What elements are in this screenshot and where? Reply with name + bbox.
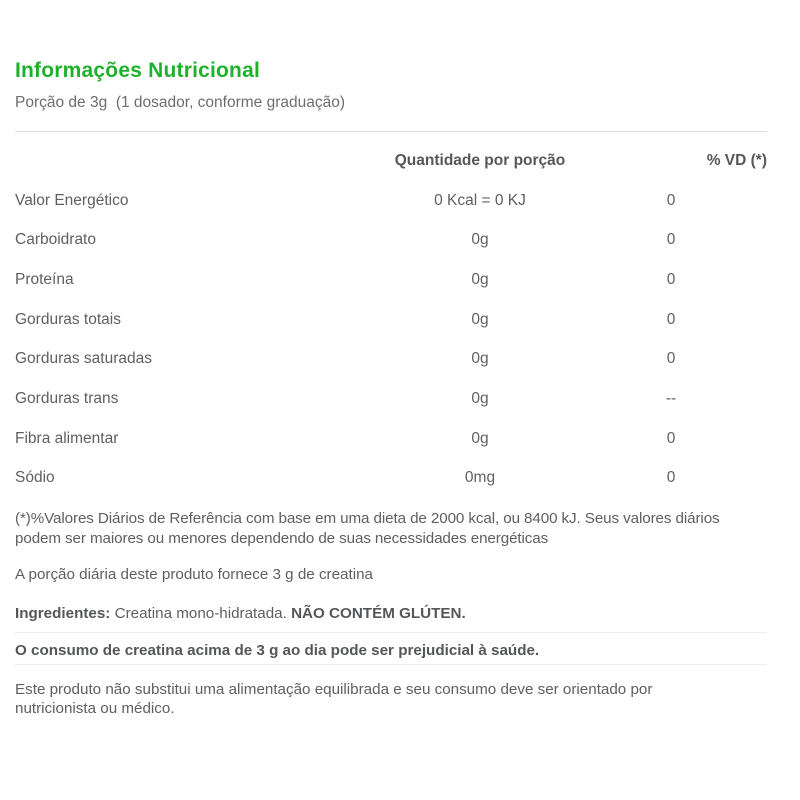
ingredients-label: Ingredientes: (15, 604, 111, 622)
header-daily-value: % VD (*) (706, 151, 767, 169)
divider (15, 632, 767, 633)
header-quantity-per-serving: Quantidade por porção (394, 151, 566, 169)
nutrient-quantity: 0g (471, 231, 489, 249)
nutrient-label: Gorduras totais (15, 310, 121, 328)
table-row (15, 339, 767, 379)
nutrient-daily-value: 0 (666, 231, 676, 249)
serving-size-text: Porção de 3g (1 dosador, conforme graduação) (15, 94, 346, 111)
table-row (15, 419, 767, 459)
nutrient-label: Gorduras saturadas (15, 350, 152, 368)
nutrition-table (15, 141, 767, 498)
daily-values-reference-note: (*)%Valores Diários de Referência com base em uma dieta de 2000 kcal, ou 8400 kJ. Seus valores diários podem ser maiores ou menores dependendo de suas necessidades energéticas (15, 510, 720, 547)
balanced-diet-disclaimer: Este produto não substitui uma alimentação equilibrada e seu consumo deve ser orientado por nutricionista ou médico. (15, 680, 653, 718)
nutrient-label: Carboidrato (15, 231, 96, 249)
divider (15, 664, 767, 665)
table-row (15, 181, 767, 221)
nutrient-daily-value: 0 (666, 469, 676, 487)
daily-portion-note: A porção diária deste produto fornece 3 g de creatina (15, 566, 373, 584)
table-body (15, 181, 767, 499)
nutrient-label: Gorduras trans (15, 389, 119, 407)
gluten-free-notice: NÃO CONTÉM GLÚTEN. (291, 604, 466, 622)
nutrient-daily-value: 0 (666, 270, 676, 288)
table-row (15, 260, 767, 300)
nutrient-daily-value: 0 (666, 429, 676, 447)
nutrient-label: Sódio (15, 469, 55, 487)
ingredients-line (15, 604, 767, 624)
nutrient-quantity: 0g (471, 350, 489, 368)
table-row (15, 300, 767, 340)
consumption-warning: O consumo de creatina acima de 3 g ao dia pode ser prejudicial à saúde. (15, 642, 540, 660)
table-row (15, 220, 767, 260)
nutrient-daily-value: 0 (666, 191, 676, 209)
divider (15, 131, 767, 132)
nutrient-quantity: 0g (471, 310, 489, 328)
nutrient-label: Valor Energético (15, 191, 129, 209)
nutrient-label: Proteína (15, 270, 74, 288)
nutrient-quantity: 0g (471, 270, 489, 288)
nutrient-quantity: 0g (471, 429, 489, 447)
nutrient-quantity: 0g (471, 389, 489, 407)
table-header-row (15, 141, 767, 181)
page-title: Informações Nutricional (15, 59, 260, 82)
nutrient-daily-value: 0 (666, 310, 676, 328)
nutrient-label: Fibra alimentar (15, 429, 119, 447)
nutrient-quantity: 0mg (464, 469, 496, 487)
nutrient-quantity: 0 Kcal = 0 KJ (434, 191, 526, 209)
table-row (15, 459, 767, 499)
ingredients-value: Creatina mono-hidratada. (114, 604, 287, 622)
nutrient-daily-value: -- (665, 389, 677, 407)
table-row (15, 379, 767, 419)
nutrient-daily-value: 0 (666, 350, 676, 368)
